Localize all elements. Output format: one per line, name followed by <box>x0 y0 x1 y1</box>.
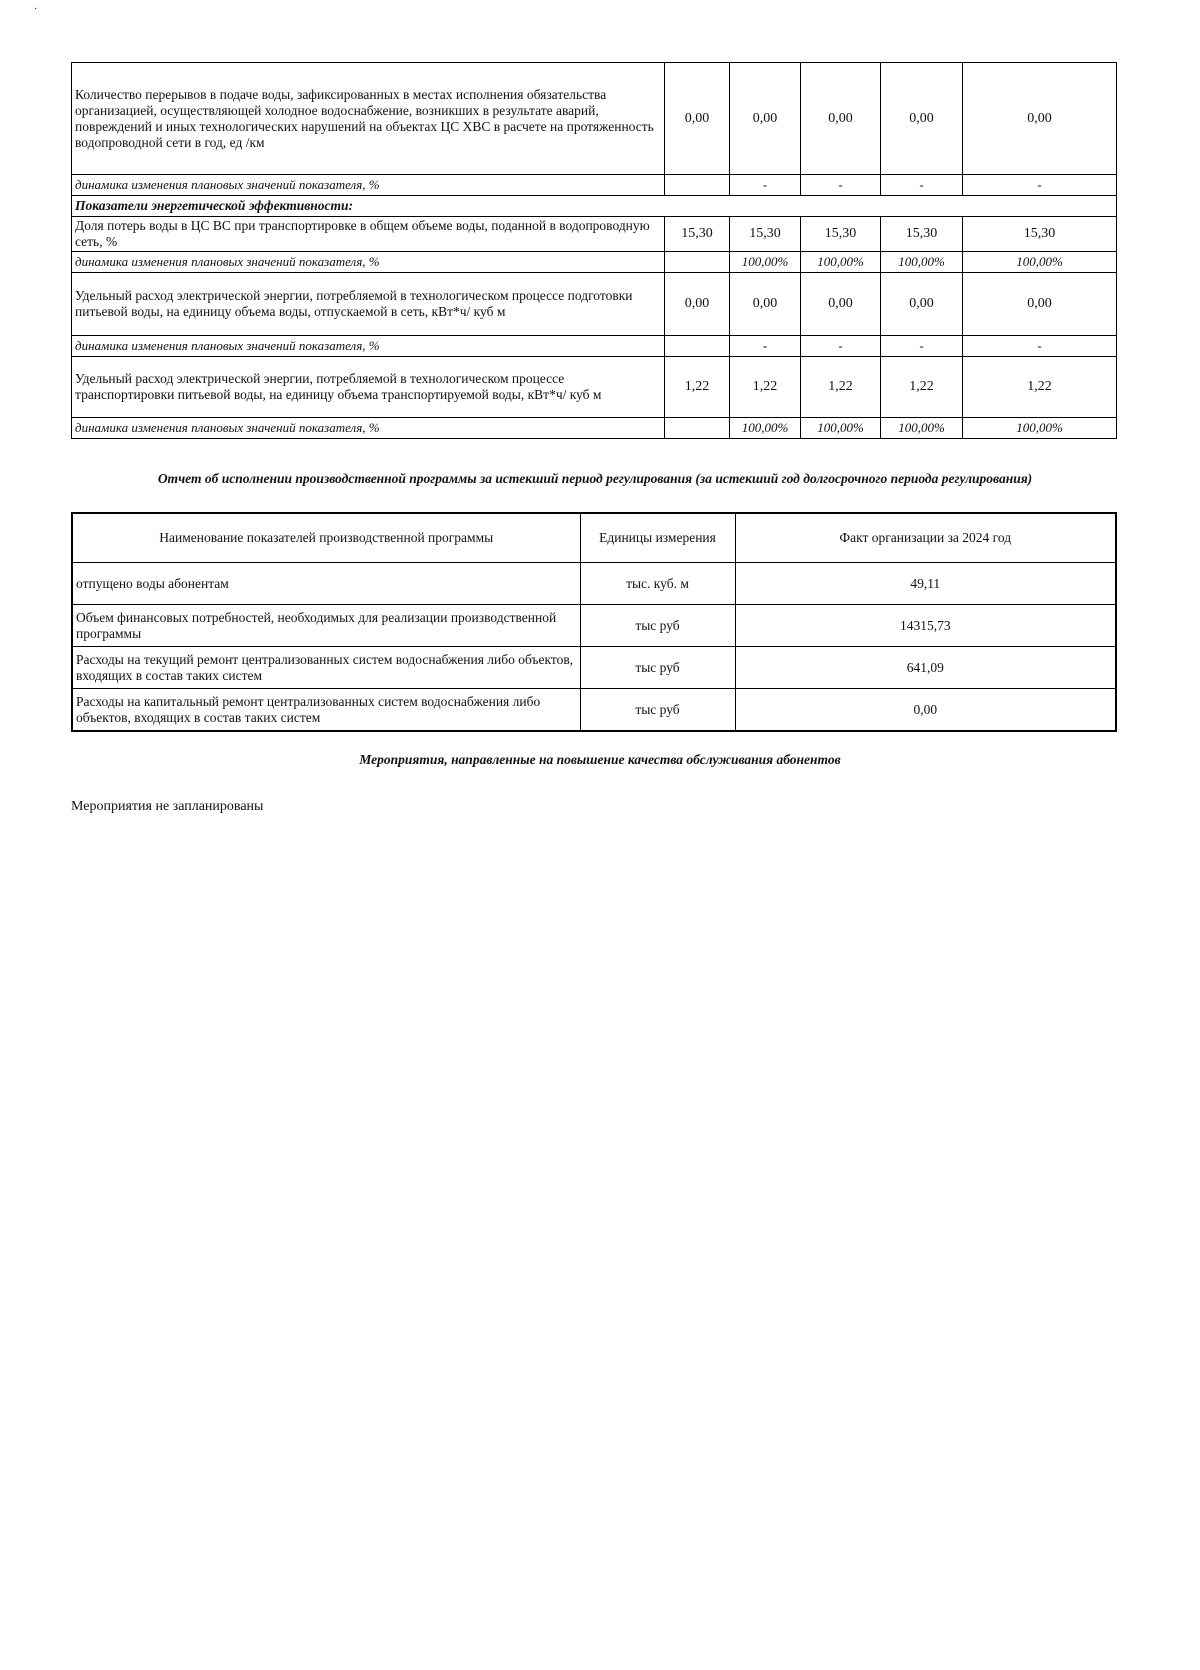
indicator-value: - <box>881 336 963 357</box>
row-name: Расходы на текущий ремонт централизованных систем водоснабжения либо объектов, входящих в состав таких систем <box>72 647 580 689</box>
row-fact: 49,11 <box>735 563 1116 605</box>
indicator-value: 100,00% <box>963 418 1117 439</box>
row-unit: тыс руб <box>580 605 735 647</box>
indicator-value: - <box>963 336 1117 357</box>
indicator-value: 100,00% <box>963 252 1117 273</box>
indicator-value: 15,30 <box>881 217 963 252</box>
indicator-value <box>665 175 730 196</box>
indicator-value: 0,00 <box>963 273 1117 336</box>
table-row <box>72 563 1116 605</box>
indicator-value: 0,00 <box>730 273 801 336</box>
indicator-label: динамика изменения плановых значений показателя, % <box>72 336 665 357</box>
indicator-row <box>72 63 1117 175</box>
indicator-value <box>665 252 730 273</box>
indicator-value: 0,00 <box>801 63 881 175</box>
indicator-value: 0,00 <box>730 63 801 175</box>
indicator-value: 0,00 <box>963 63 1117 175</box>
indicator-row <box>72 217 1117 252</box>
indicator-value: 0,00 <box>881 63 963 175</box>
header-fact: Факт организации за 2024 год <box>735 513 1116 563</box>
indicator-value: - <box>881 175 963 196</box>
table-header-row <box>72 513 1116 563</box>
table-row <box>72 605 1116 647</box>
production-report-table <box>71 512 1117 732</box>
indicator-value: 100,00% <box>730 418 801 439</box>
indicator-label: Количество перерывов в подаче воды, зафиксированных в местах исполнения обязательства организацией, осуществляющей холодное водоснабжение, возникших в результате аварий, повреждений и иных технологических нарушений на объектах ЦС ХВС в расчете на протяженность водопроводной сети в год, ед /км <box>72 63 665 175</box>
table-row <box>72 647 1116 689</box>
indicator-value: 100,00% <box>881 418 963 439</box>
indicator-value: - <box>801 336 881 357</box>
row-name: Объем финансовых потребностей, необходимых для реализации производственной программы <box>72 605 580 647</box>
indicator-value: 1,22 <box>963 357 1117 418</box>
indicator-value: 0,00 <box>665 63 730 175</box>
row-fact: 0,00 <box>735 689 1116 732</box>
corner-mark: · <box>34 4 38 15</box>
indicator-value <box>665 418 730 439</box>
indicator-value: 1,22 <box>665 357 730 418</box>
indicator-label: Удельный расход электрической энергии, потребляемой в технологическом процессе транспортировки питьевой воды, на единицу объема транспортируемой воды, кВт*ч/ куб м <box>72 357 665 418</box>
indicator-value: 0,00 <box>881 273 963 336</box>
measures-note: Мероприятия не запланированы <box>71 799 264 814</box>
dynamics-row <box>72 418 1117 439</box>
indicator-row <box>72 357 1117 418</box>
indicator-value: 0,00 <box>665 273 730 336</box>
row-fact: 14315,73 <box>735 605 1116 647</box>
indicator-label: динамика изменения плановых значений показателя, % <box>72 418 665 439</box>
indicator-label: Удельный расход электрической энергии, потребляемой в технологическом процессе подготовки питьевой воды, на единицу объема воды, отпускаемой в сеть, кВт*ч/ куб м <box>72 273 665 336</box>
report-title: Отчет об исполнении производственной программы за истекший период регулирования (за истекший год долгосрочного периода регулирования) <box>157 471 1033 486</box>
row-unit: тыс руб <box>580 647 735 689</box>
indicator-row <box>72 273 1117 336</box>
indicator-value: 1,22 <box>881 357 963 418</box>
section-row <box>72 196 1117 217</box>
row-fact: 641,09 <box>735 647 1116 689</box>
dynamics-row <box>72 175 1117 196</box>
indicator-value: 15,30 <box>730 217 801 252</box>
indicator-value: 15,30 <box>665 217 730 252</box>
dynamics-row <box>72 336 1117 357</box>
indicator-value: 15,30 <box>963 217 1117 252</box>
indicator-value <box>665 336 730 357</box>
indicator-value: 15,30 <box>801 217 881 252</box>
indicator-value: 1,22 <box>730 357 801 418</box>
indicators-table <box>71 62 1117 439</box>
indicator-value: - <box>730 336 801 357</box>
indicator-value: - <box>730 175 801 196</box>
indicator-label: динамика изменения плановых значений показателя, % <box>72 175 665 196</box>
indicator-value: 100,00% <box>801 252 881 273</box>
indicator-value: - <box>963 175 1117 196</box>
header-indicator-name: Наименование показателей производственной программы <box>72 513 580 563</box>
header-unit: Единицы измерения <box>580 513 735 563</box>
indicator-value: 0,00 <box>801 273 881 336</box>
row-name: Расходы на капитальный ремонт централизованных систем водоснабжения либо объектов, входящих в состав таких систем <box>72 689 580 732</box>
row-unit: тыс. куб. м <box>580 563 735 605</box>
indicator-label: Доля потерь воды в ЦС ВС при транспортировке в общем объеме воды, поданной в водопроводную сеть, % <box>72 217 665 252</box>
measures-title: Мероприятия, направленные на повышение качества обслуживания абонентов <box>359 752 841 767</box>
indicator-value: - <box>801 175 881 196</box>
indicator-value: 100,00% <box>730 252 801 273</box>
indicator-value: 100,00% <box>801 418 881 439</box>
row-name: отпущено воды абонентам <box>72 563 580 605</box>
indicator-value: 100,00% <box>881 252 963 273</box>
section-label: Показатели энергетической эффективности: <box>72 196 1117 217</box>
indicator-label: динамика изменения плановых значений показателя, % <box>72 252 665 273</box>
dynamics-row <box>72 252 1117 273</box>
table-row <box>72 689 1116 732</box>
row-unit: тыс руб <box>580 689 735 732</box>
indicator-value: 1,22 <box>801 357 881 418</box>
